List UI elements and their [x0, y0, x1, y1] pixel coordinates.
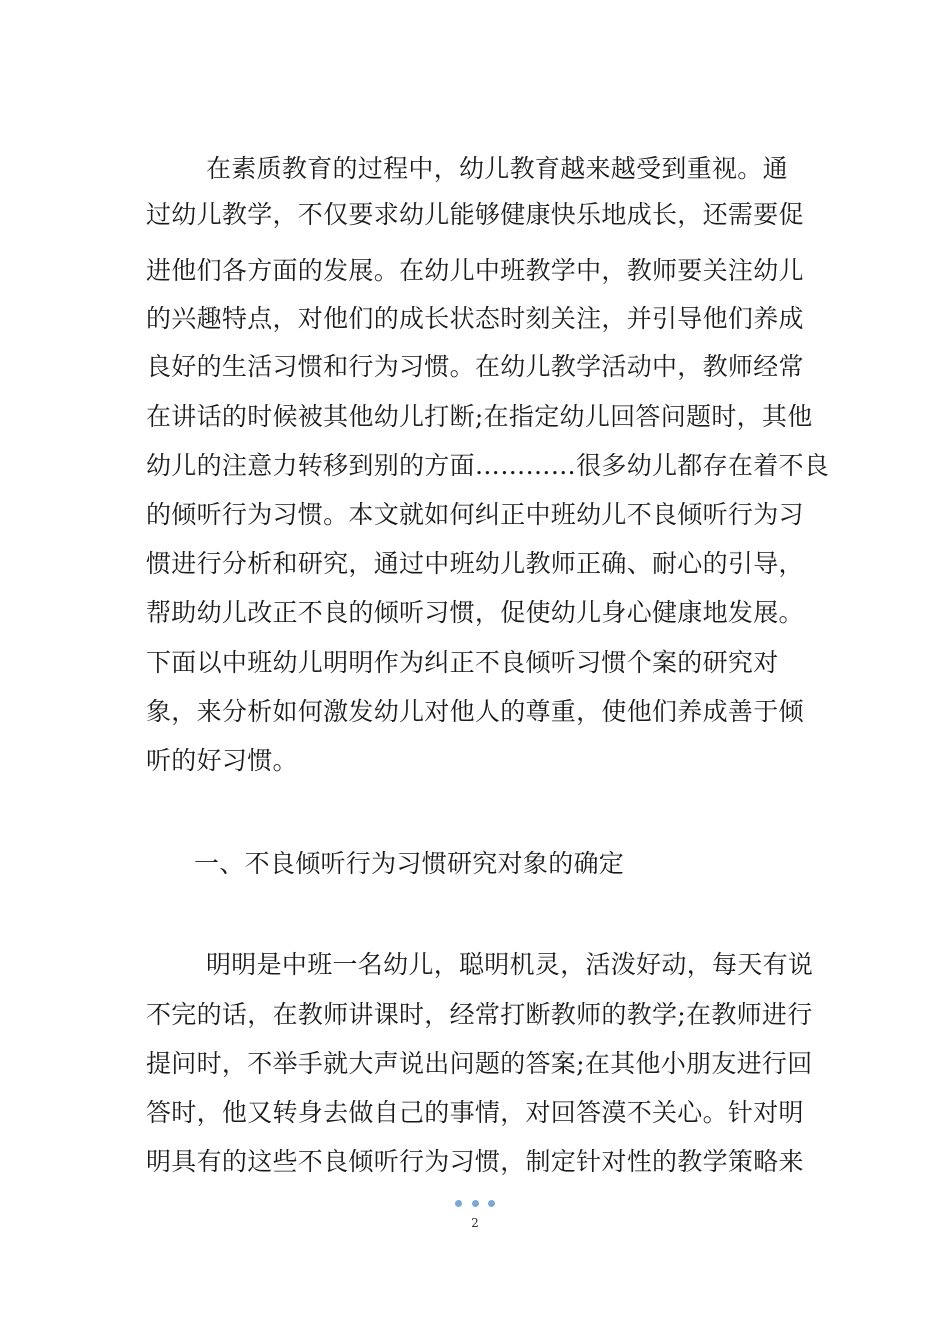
paragraph-line: 下面以中班幼儿明明作为纠正不良倾听习惯个案的研究对 — [146, 648, 779, 677]
paragraph-line: 帮助幼儿改正不良的倾听习惯，促使幼儿身心健康地发展。 — [146, 598, 804, 627]
paragraph-line: 象，来分析如何激发幼儿对他人的尊重，使他们养成善于倾 — [146, 697, 804, 726]
paragraph-line: 过幼儿教学，不仅要求幼儿能够健康快乐地成长，还需要促 — [146, 200, 804, 229]
dot-icon — [488, 1200, 495, 1207]
paragraph-line: 惯进行分析和研究，通过中班幼儿教师正确、耐心的引导， — [146, 549, 804, 578]
paragraph-line: 不完的话，在教师讲课时，经常打断教师的教学;在教师进行 — [146, 1000, 813, 1029]
paragraph-line: 明具有的这些不良倾听行为习惯，制定针对性的教学策略来 — [146, 1147, 804, 1176]
paragraph-line: 在素质教育的过程中，幼儿教育越来越受到重视。通 — [206, 154, 788, 183]
paragraph-line: 在讲话的时候被其他幼儿打断;在指定幼儿回答问题时，其他 — [146, 402, 813, 431]
section-heading: 一、不良倾听行为习惯研究对象的确定 — [194, 849, 625, 878]
dot-icon — [472, 1200, 479, 1207]
paragraph-line: 答时，他又转身去做自己的事情，对回答漠不关心。针对明 — [146, 1098, 804, 1127]
dot-icon — [455, 1200, 462, 1207]
page-dots-icon — [455, 1200, 495, 1210]
paragraph-line: 良好的生活习惯和行为习惯。在幼儿教学活动中，教师经常 — [146, 352, 804, 381]
page-number: 2 — [471, 1216, 479, 1230]
paragraph-line: 提问时，不举手就大声说出问题的答案;在其他小朋友进行回 — [146, 1049, 813, 1078]
paragraph-line: 的兴趣特点，对他们的成长状态时刻关注，并引导他们养成 — [146, 304, 804, 333]
paragraph-line: 听的好习惯。 — [146, 746, 298, 775]
paragraph-line: 的倾听行为习惯。本文就如何纠正中班幼儿不良倾听行为习 — [146, 500, 804, 529]
paragraph-line: 明明是中班一名幼儿，聪明机灵，活泼好动，每天有说 — [206, 950, 814, 979]
paragraph-line: 幼儿的注意力转移到别的方面…………很多幼儿都存在着不良 — [146, 451, 830, 480]
paragraph-line: 进他们各方面的发展。在幼儿中班教学中，教师要关注幼儿 — [146, 256, 804, 285]
